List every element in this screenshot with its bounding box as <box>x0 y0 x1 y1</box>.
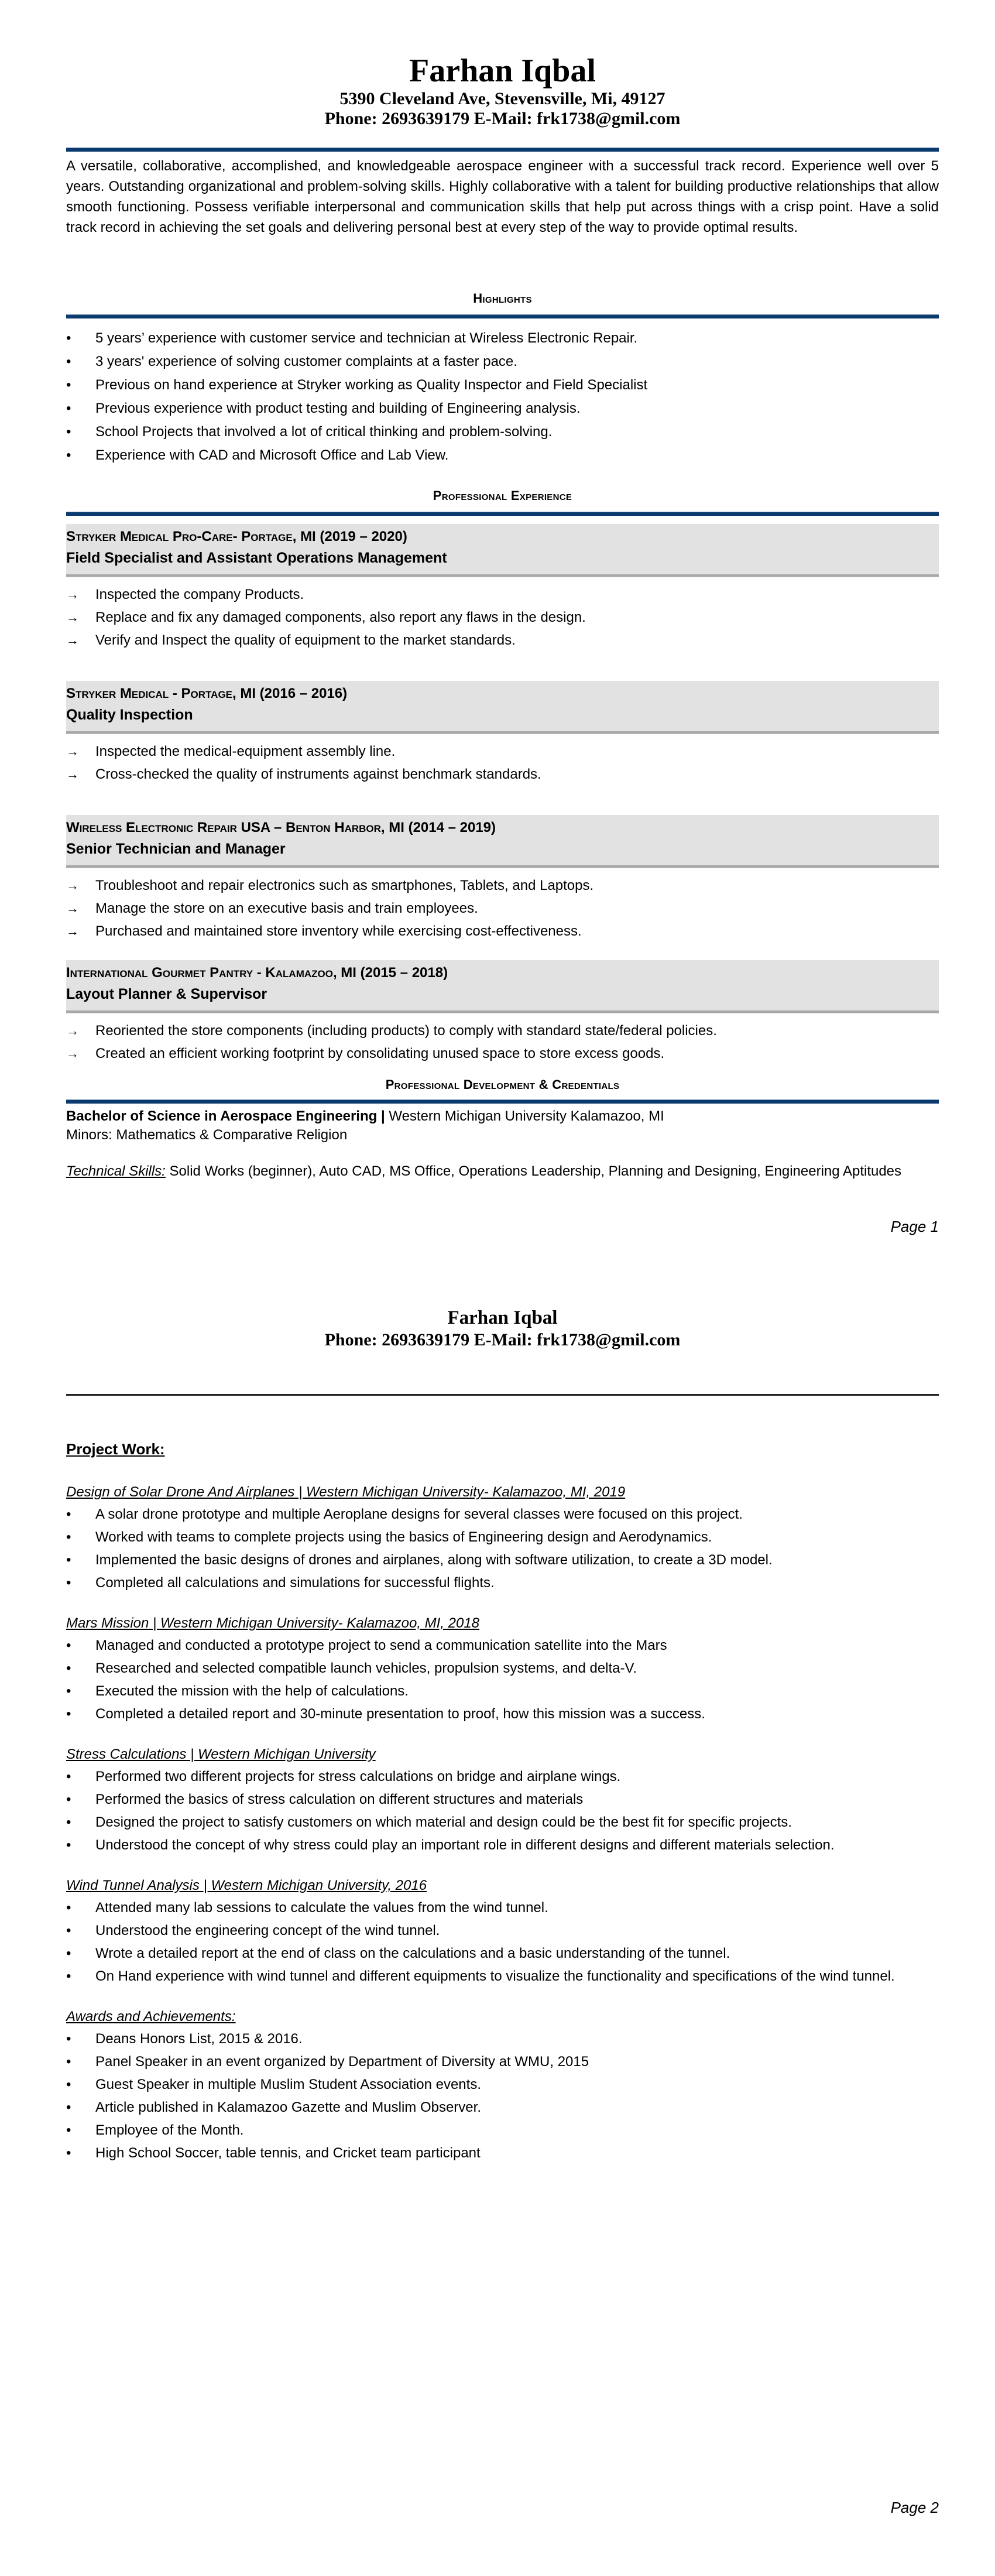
list-item <box>66 350 939 374</box>
list-item <box>66 1503 939 1526</box>
list-item-text: Completed a detailed report and 30-minute presentation to proof, how this mission was a success. <box>95 1706 705 1722</box>
list-item-text: School Projects that involved a lot of critical thinking and problem-solving. <box>95 424 553 440</box>
list-item <box>66 327 939 350</box>
bullet-icon: • <box>66 1814 71 1830</box>
bullet-icon: • <box>66 330 71 346</box>
bullet-icon: • <box>66 1769 71 1784</box>
job-company: Stryker Medical - Portage, MI (2016 – 2016) <box>66 686 348 701</box>
awards-list <box>66 2027 939 2164</box>
list-item-text: Guest Speaker in multiple Muslim Student Association events. <box>95 2077 481 2092</box>
list-item <box>66 1549 939 1571</box>
list-item-text: Troubleshoot and repair electronics such as smartphones, Tablets, and Laptops. <box>95 878 594 893</box>
project-entry <box>66 1482 939 1594</box>
list-item-text: Performed two different projects for stress calculations on bridge and airplane wings. <box>95 1769 621 1784</box>
bullet-icon: • <box>66 2145 71 2161</box>
address: 5390 Cleveland Ave, Stevensville, Mi, 49127 <box>339 89 665 108</box>
job-entry <box>66 960 939 1065</box>
list-item <box>66 1834 939 1856</box>
arrow-right-icon: → <box>66 1023 79 1038</box>
duties-list <box>66 1019 939 1065</box>
list-item <box>66 397 939 420</box>
job-company: International Gourmet Pantry - Kalamazoo, MI (2015 – 2018) <box>66 965 448 981</box>
header-divider <box>66 1394 939 1396</box>
list-item-text: Panel Speaker in an event organized by Department of Diversity at WMU, 2015 <box>95 2054 589 2070</box>
bullet-icon: • <box>66 2077 71 2092</box>
arrow-right-icon: → <box>66 633 79 648</box>
separator: | <box>377 1108 389 1124</box>
list-item <box>66 629 939 652</box>
bullet-icon: • <box>66 2054 71 2070</box>
bullet-icon: • <box>66 1968 71 1984</box>
list-item-text: Employee of the Month. <box>95 2122 244 2138</box>
list-item <box>66 1942 939 1965</box>
list-item <box>66 583 939 606</box>
arrow-right-icon: → <box>66 744 79 759</box>
list-item-text: Managed and conducted a prototype project to send a communication satellite into the Mars <box>95 1638 667 1653</box>
list-item-text: Article published in Kalamazoo Gazette and Muslim Observer. <box>95 2099 481 2115</box>
job-entry <box>66 524 939 652</box>
experience-section <box>66 487 939 1065</box>
arrow-right-icon: → <box>66 587 79 602</box>
skills-label: Technical Skills: <box>66 1163 166 1179</box>
list-item <box>66 420 939 444</box>
bullet-icon: • <box>66 1683 71 1699</box>
duties-list <box>66 740 939 786</box>
duties-list <box>66 583 939 652</box>
resume-page-2 <box>66 1288 939 2576</box>
list-item-text: Reoriented the store components (including products) to comply with standard state/federal policies. <box>95 1023 717 1039</box>
list-item <box>66 1680 939 1703</box>
list-item <box>66 920 939 943</box>
list-item <box>66 1019 939 1042</box>
job-divider <box>66 865 939 868</box>
credentials-section <box>66 1076 939 1181</box>
minors: Minors: Mathematics & Comparative Religion <box>66 1127 348 1143</box>
list-item <box>66 897 939 920</box>
job-header <box>66 681 939 734</box>
list-item-text: Experience with CAD and Microsoft Office and Lab View. <box>95 447 449 463</box>
arrow-right-icon: → <box>66 924 79 938</box>
school: Western Michigan University Kalamazoo, MI <box>389 1108 664 1124</box>
list-item-text: Designed the project to satisfy customers on which material and design could be the best fit for specific projects. <box>95 1814 792 1830</box>
job-role: Senior Technician and Manager <box>66 841 286 857</box>
technical-skills <box>66 1162 939 1181</box>
list-item-text: Worked with teams to complete projects using the basics of Engineering design and Aerodynamics. <box>95 1529 712 1545</box>
arrow-right-icon: → <box>66 901 79 916</box>
job-role: Quality Inspection <box>66 707 193 723</box>
bullet-icon: • <box>66 2099 71 2115</box>
job-entry <box>66 815 939 943</box>
section-title-highlights: Highlights <box>473 291 532 306</box>
job-company: Wireless Electronic Repair USA – Benton Harbor, MI (2014 – 2019) <box>66 820 496 835</box>
list-item-text: 5 years’ experience with customer service and technician at Wireless Electronic Repair. <box>95 330 638 346</box>
list-item-text: A solar drone prototype and multiple Aeroplane designs for several classes were focused on this project. <box>95 1506 743 1522</box>
list-item-text: Verify and Inspect the quality of equipment to the market standards. <box>95 632 516 648</box>
bullet-icon: • <box>66 1638 71 1653</box>
list-item-text: Understood the engineering concept of the wind tunnel. <box>95 1923 440 1938</box>
contact-line: Phone: 2693639179 E-Mail: frk1738@gmil.com <box>324 1330 681 1349</box>
candidate-name: Farhan Iqbal <box>447 1307 558 1328</box>
project-entry <box>66 1613 939 1725</box>
section-divider <box>66 1099 939 1104</box>
bullet-icon: • <box>66 1837 71 1853</box>
list-item-text: On Hand experience with wind tunnel and different equipments to visualize the functionality and specifications of the wind tunnel. <box>95 1968 895 1984</box>
section-divider <box>66 314 939 318</box>
list-item-text: Understood the concept of why stress could play an important role in different designs and different materials selection. <box>95 1837 835 1853</box>
project-work-section <box>66 1440 939 2164</box>
job-header <box>66 524 939 577</box>
header <box>66 53 939 129</box>
list-item <box>66 1703 939 1725</box>
list-item-text: Performed the basics of stress calculation on different structures and materials <box>95 1791 584 1807</box>
bullet-icon: • <box>66 1923 71 1938</box>
list-item <box>66 1571 939 1594</box>
list-item <box>66 2119 939 2142</box>
arrow-right-icon: → <box>66 610 79 625</box>
list-item-text: Deans Honors List, 2015 & 2016. <box>95 2031 303 2047</box>
job-divider <box>66 574 939 577</box>
bullet-icon: • <box>66 1900 71 1916</box>
list-item-text: Purchased and maintained store inventory while exercising cost-effectiveness. <box>95 923 582 939</box>
list-item-text: Wrote a detailed report at the end of class on the calculations and a basic understanding of the tunnel. <box>95 1945 730 1961</box>
resume-page-1 <box>66 0 939 1288</box>
list-item <box>66 1965 939 1988</box>
list-item-text: Attended many lab sessions to calculate the values from the wind tunnel. <box>95 1900 548 1916</box>
list-item <box>66 444 939 467</box>
list-item-text: Previous on hand experience at Stryker working as Quality Inspector and Field Specialist <box>95 377 648 393</box>
list-item <box>66 2073 939 2096</box>
list-item-text: Previous experience with product testing and building of Engineering analysis. <box>95 400 581 416</box>
job-role: Field Specialist and Assistant Operations Management <box>66 550 447 566</box>
bullet-icon: • <box>66 1791 71 1807</box>
skills-list: Solid Works (beginner), Auto CAD, MS Office, Operations Leadership, Planning and Designing, Engineering Aptitudes <box>165 1163 902 1179</box>
awards-section <box>66 2006 939 2164</box>
list-item <box>66 1919 939 1942</box>
project-heading: Wind Tunnel Analysis | Western Michigan University, 2016 <box>66 1878 427 1893</box>
arrow-right-icon: → <box>66 1046 79 1061</box>
list-item-text: Replace and fix any damaged components, also report any flaws in the design. <box>95 609 586 625</box>
bullet-icon: • <box>66 447 71 463</box>
project-heading: Design of Solar Drone And Airplanes | Western Michigan University- Kalamazoo, MI, 2019 <box>66 1484 626 1500</box>
list-item <box>66 1657 939 1680</box>
bullet-icon: • <box>66 1706 71 1722</box>
candidate-name: Farhan Iqbal <box>409 53 596 89</box>
job-header <box>66 960 939 1013</box>
bullet-icon: • <box>66 1575 71 1591</box>
list-item <box>66 1788 939 1811</box>
job-header <box>66 815 939 868</box>
page-number: Page 2 <box>890 2499 939 2516</box>
list-item-text: Researched and selected compatible launch vehicles, propulsion systems, and delta-V. <box>95 1660 637 1676</box>
project-list <box>66 1896 939 1988</box>
bullet-icon: • <box>66 1506 71 1522</box>
project-entry <box>66 1744 939 1856</box>
awards-heading: Awards and Achievements: <box>66 2009 236 2025</box>
contact-line: Phone: 2693639179 E-Mail: frk1738@gmil.com <box>324 109 681 128</box>
section-title-experience: Professional Experience <box>433 488 572 503</box>
highlights-list <box>66 327 939 467</box>
job-company: Stryker Medical Pro-Care- Portage, MI (2019 – 2020) <box>66 529 407 544</box>
list-item-text: Inspected the medical-equipment assembly line. <box>95 744 396 759</box>
list-item <box>66 1896 939 1919</box>
project-heading: Mars Mission | Western Michigan University- Kalamazoo, MI, 2018 <box>66 1615 480 1631</box>
list-item <box>66 740 939 763</box>
section-divider <box>66 512 939 516</box>
arrow-right-icon: → <box>66 878 79 893</box>
project-list <box>66 1503 939 1594</box>
project-list <box>66 1634 939 1725</box>
list-item-text: Implemented the basic designs of drones and airplanes, along with software utilization, to create a 3D model. <box>95 1552 773 1568</box>
bullet-icon: • <box>66 2031 71 2047</box>
bullet-icon: • <box>66 2122 71 2138</box>
degree: Bachelor of Science in Aerospace Engineering <box>66 1108 378 1124</box>
summary-paragraph: A versatile, collaborative, accomplished, and knowledgeable aerospace engineer with a successful track record. Experience well over 5 years. Outstanding organizational and problem-solving skills. Highly collaborative with a talent for building productive relationships that allow smooth functioning. Possess verifiable interpersonal and communication skills that help put across things with a crisp point. Have a solid track record in achieving the set goals and delivering personal best at every step of the way to provide optimal results. <box>66 158 939 235</box>
bullet-icon: • <box>66 1552 71 1568</box>
header-divider <box>66 148 939 152</box>
list-item <box>66 874 939 897</box>
list-item <box>66 374 939 397</box>
list-item-text: Inspected the company Products. <box>95 587 304 602</box>
bullet-icon: • <box>66 1660 71 1676</box>
list-item-text: Cross-checked the quality of instruments against benchmark standards. <box>95 766 541 782</box>
list-item-text: 3 years' experience of solving customer complaints at a faster pace. <box>95 354 517 369</box>
bullet-icon: • <box>66 400 71 416</box>
list-item <box>66 1042 939 1065</box>
header <box>66 1306 939 1350</box>
project-heading: Stress Calculations | Western Michigan University <box>66 1746 376 1762</box>
list-item <box>66 1765 939 1788</box>
list-item-text: Executed the mission with the help of calculations. <box>95 1683 409 1699</box>
list-item-text: High School Soccer, table tennis, and Cricket team participant <box>95 2145 481 2161</box>
highlights-section <box>66 290 939 467</box>
section-title-project-work: Project Work: <box>66 1440 165 1458</box>
project-list <box>66 1765 939 1856</box>
list-item <box>66 1526 939 1549</box>
list-item <box>66 1634 939 1657</box>
list-item <box>66 763 939 786</box>
list-item <box>66 2050 939 2073</box>
list-item <box>66 2096 939 2119</box>
bullet-icon: • <box>66 1529 71 1545</box>
bullet-icon: • <box>66 354 71 369</box>
arrow-right-icon: → <box>66 767 79 782</box>
page-number: Page 1 <box>890 1218 939 1235</box>
duties-list <box>66 874 939 943</box>
list-item <box>66 2027 939 2050</box>
project-entry <box>66 1875 939 1988</box>
list-item-text: Manage the store on an executive basis and train employees. <box>95 900 478 916</box>
list-item <box>66 1811 939 1834</box>
section-title-credentials: Professional Development & Credentials <box>385 1077 620 1092</box>
list-item-text: Created an efficient working footprint by consolidating unused space to store excess goods. <box>95 1046 665 1061</box>
list-item <box>66 606 939 629</box>
job-entry <box>66 681 939 786</box>
list-item <box>66 2142 939 2164</box>
degree-line <box>66 1107 939 1126</box>
job-divider <box>66 1010 939 1013</box>
job-role: Layout Planner & Supervisor <box>66 986 267 1002</box>
bullet-icon: • <box>66 424 71 440</box>
list-item-text: Completed all calculations and simulations for successful flights. <box>95 1575 495 1591</box>
bullet-icon: • <box>66 1945 71 1961</box>
job-divider <box>66 731 939 734</box>
bullet-icon: • <box>66 377 71 393</box>
